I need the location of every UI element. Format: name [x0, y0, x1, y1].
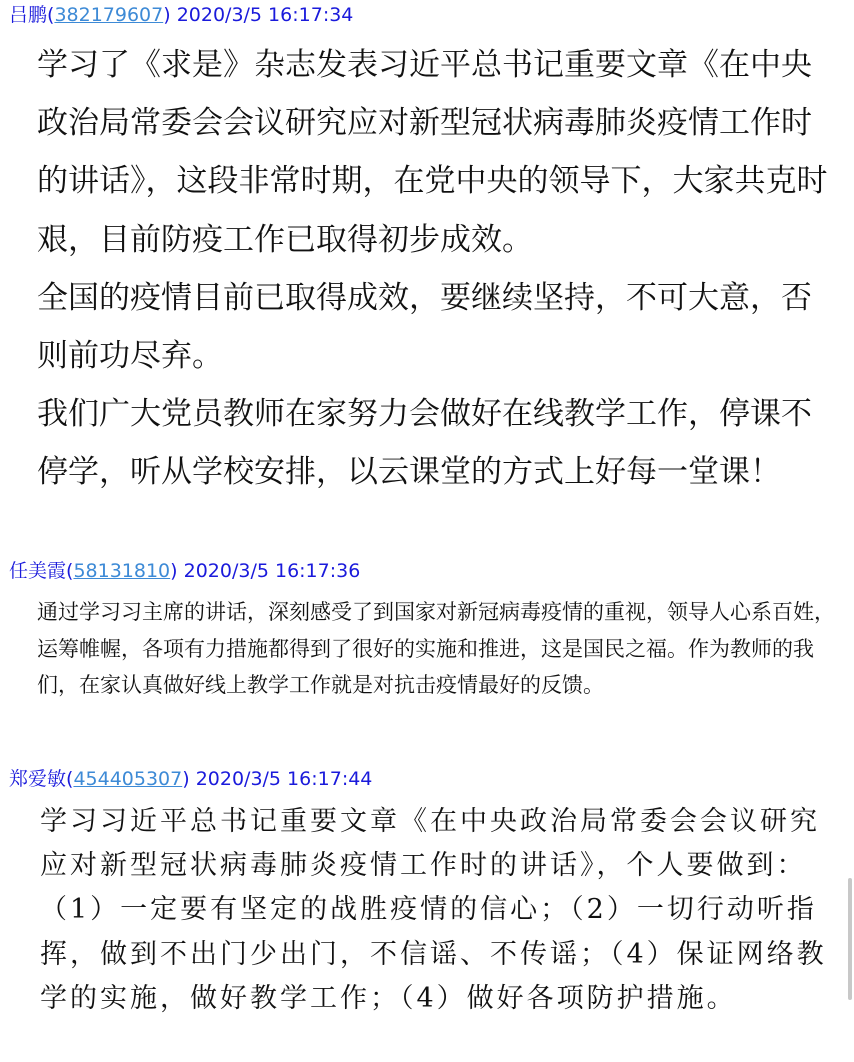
sender-id-link[interactable]: 58131810	[73, 560, 171, 582]
sender-id-link[interactable]: 454405307	[73, 768, 183, 790]
sender-name: 吕鹏	[9, 4, 48, 26]
message-timestamp: 2020/3/5 16:17:44	[195, 768, 373, 790]
sender-id-link[interactable]: 382179607	[54, 4, 164, 26]
message-text: 通过学习习主席的讲话，深刻感受了到国家对新冠病毒疫情的重视，领导人心系百姓，运筹帷幄，各项有力措施都得到了很好的实施和推进，这是国民之福。作为教师的我们，在家认真做好线上教学工作就是对抗击疫情最好的反馈。	[37, 600, 835, 697]
message-header: 任美霞(58131810) 2020/3/5 16:17:36	[9, 560, 361, 582]
message-timestamp: 2020/3/5 16:17:34	[176, 4, 354, 26]
message-text: 学习习近平总书记重要文章《在中央政治局常委会会议研究应对新型冠状病毒肺炎疫情工作时的讲话》，个人要做到：（1）一定要有坚定的战胜疫情的信心；（2）一切行动听指挥，做到不出门少出门，不信谣、不传谣；（4）保证网络教学的实施，做好教学工作；（4）做好各项防护措施。	[40, 806, 827, 1014]
message-text: 学习了《求是》杂志发表习近平总书记重要文章《在中央政治局常委会会议研究应对新型冠状病毒肺炎疫情工作时的讲话》，这段非常时期，在党中央的领导下，大家共克时艰，目前防疫工作已取得初步成效。 全国的疫情目前已取得成效，要继续坚持，不可大意，否则前功尽弃。 我们广大党员教师在家努力会做好在线教学工作，停课不停学，听从学校安排，以云课堂的方式上好每一堂课！	[37, 47, 828, 491]
vertical-scrollbar[interactable]	[846, 0, 854, 1062]
scrollbar-thumb[interactable]	[848, 878, 852, 1000]
message-timestamp: 2020/3/5 16:17:36	[183, 560, 361, 582]
message-header: 吕鹏(382179607) 2020/3/5 16:17:34	[9, 4, 354, 26]
message-header: 郑爱敏(454405307) 2020/3/5 16:17:44	[9, 768, 373, 790]
sender-name: 任美霞	[9, 560, 67, 582]
sender-name: 郑爱敏	[9, 768, 67, 790]
